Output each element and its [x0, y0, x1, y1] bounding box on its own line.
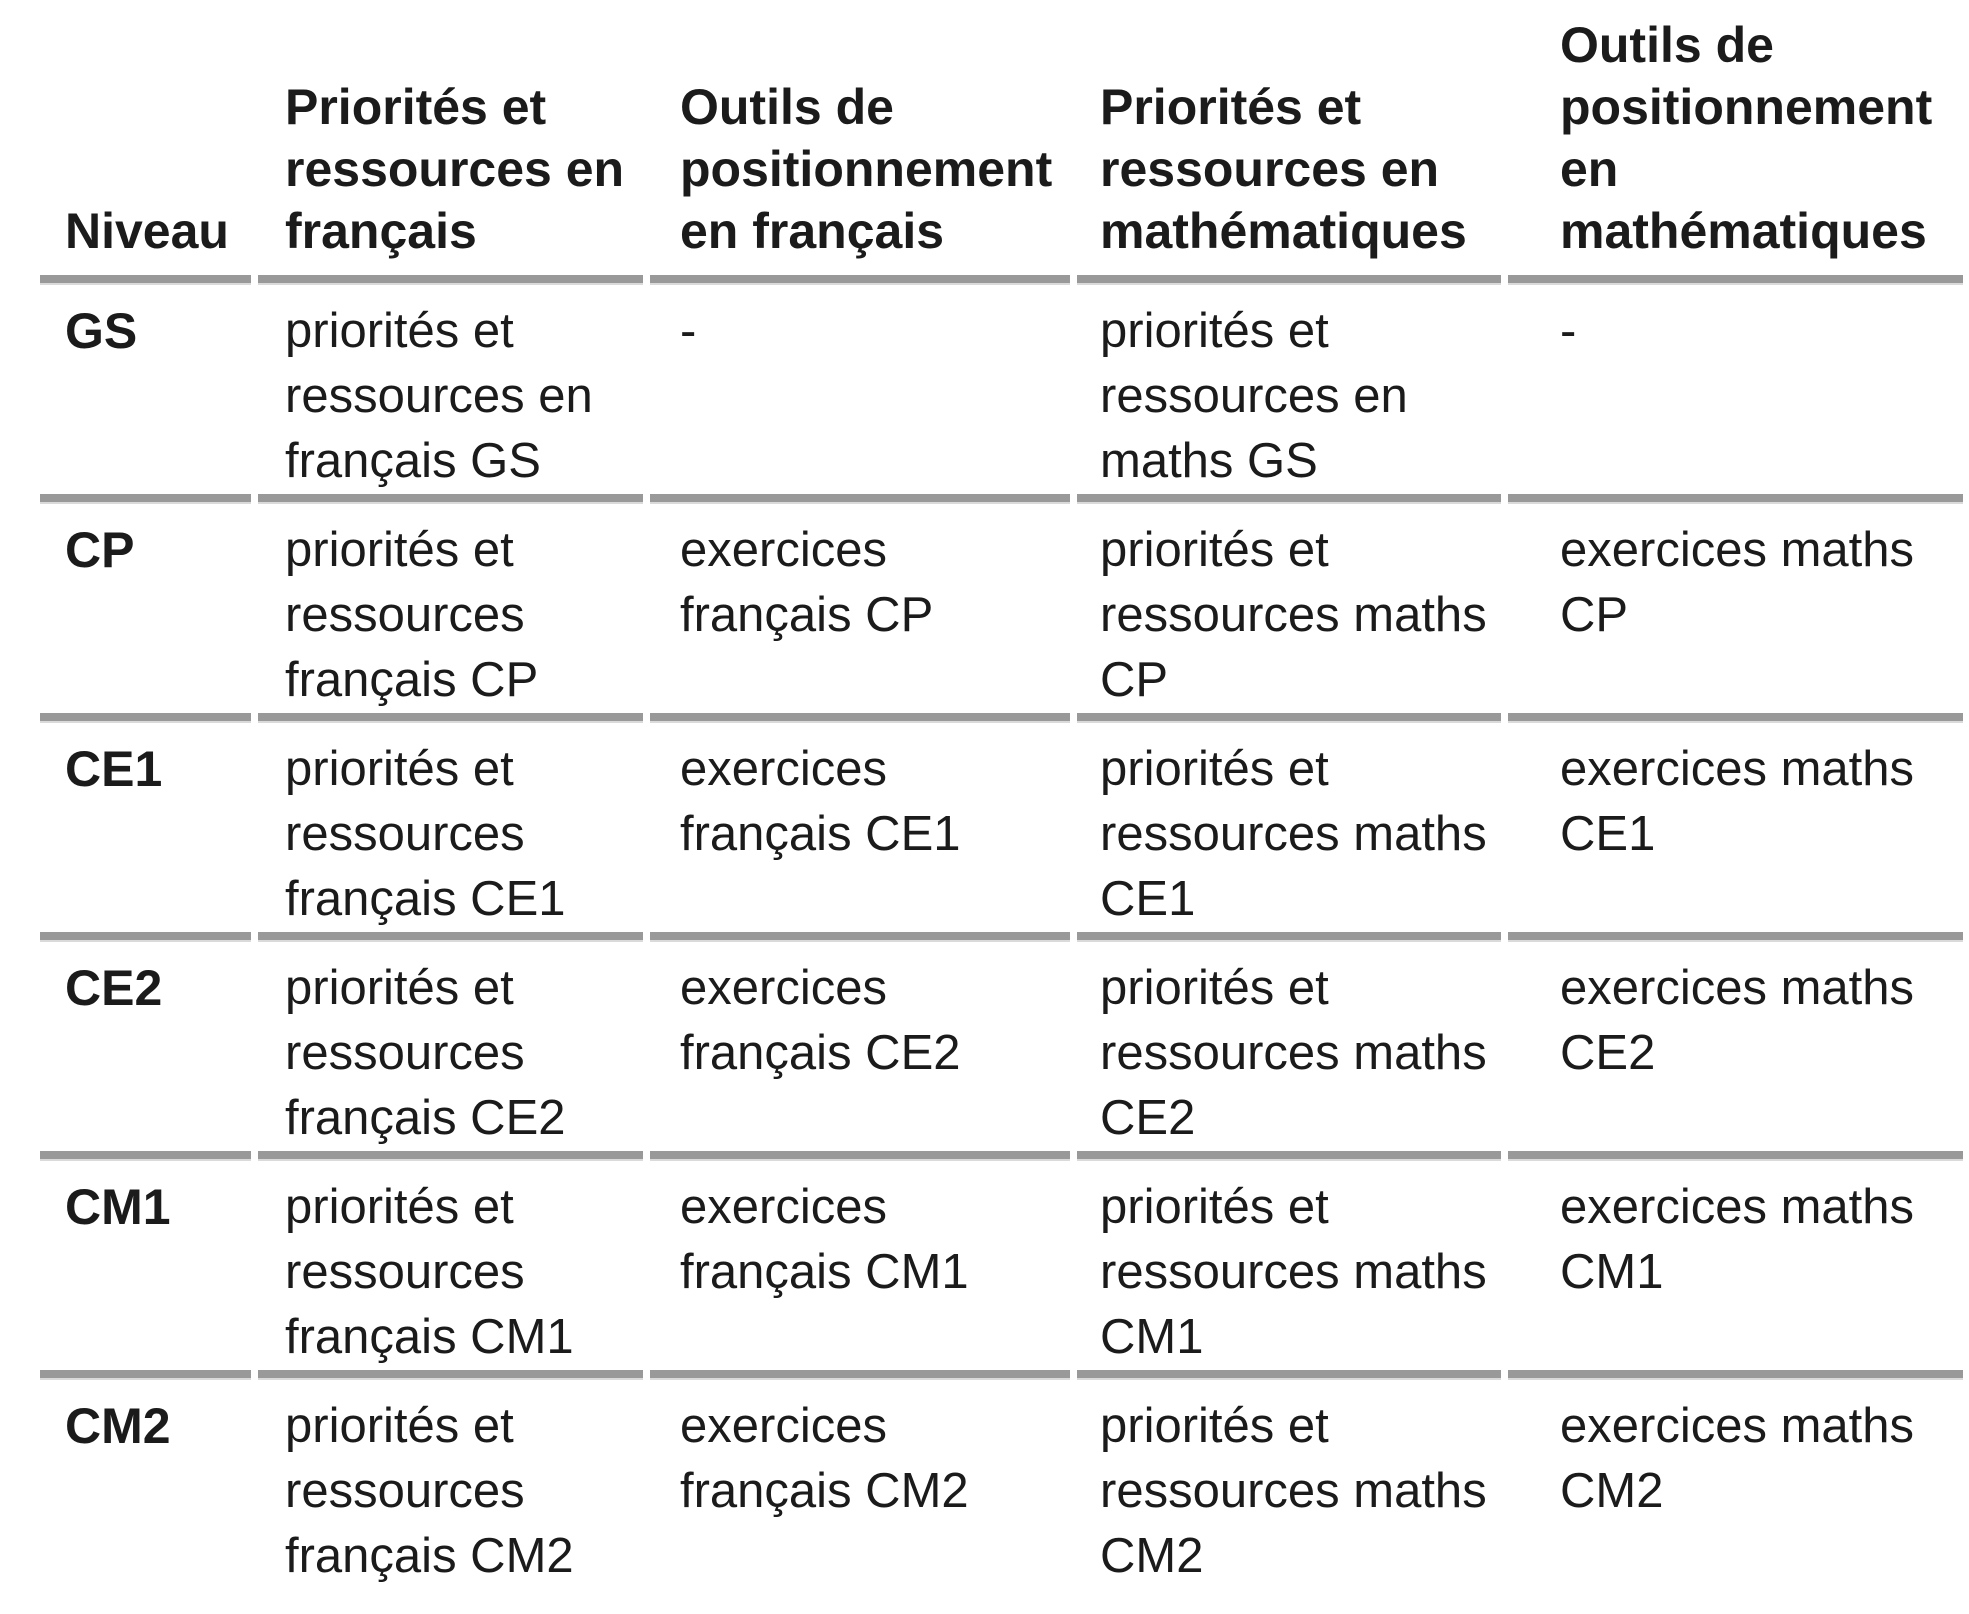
- cell-cp-outils-francais: exercices français CP: [650, 494, 1070, 713]
- row-label-ce1: CE1: [40, 713, 251, 932]
- table-row-ce2: [40, 932, 1963, 1151]
- cell-ce1-outils-maths: exercices maths CE1: [1508, 713, 1963, 932]
- column-header-niveau: Niveau: [65, 203, 229, 259]
- cell-cm2-outils-francais: exercices français CM2: [650, 1370, 1070, 1589]
- header-row: [40, 0, 1963, 275]
- row-label-cm1: CM1: [40, 1151, 251, 1370]
- cell-cm1-outils-maths: exercices maths CM1: [1508, 1151, 1963, 1370]
- cell-ce2-priorites-francais: priorités et ressources français CE2: [258, 932, 643, 1151]
- cell-ce1-outils-francais: exercices français CE1: [650, 713, 1070, 932]
- cell-ce2-priorites-maths: priorités et ressources maths CE2: [1077, 932, 1501, 1151]
- table-row-ce1: [40, 713, 1963, 932]
- cell-cm2-priorites-francais: priorités et ressources français CM2: [258, 1370, 643, 1589]
- cell-gs-outils-maths: -: [1508, 275, 1963, 494]
- cell-cp-priorites-maths: priorités et ressources maths CP: [1077, 494, 1501, 713]
- cell-cm2-priorites-maths: priorités et ressources maths CM2: [1077, 1370, 1501, 1589]
- cell-gs-priorites-maths: priorités et ressources en maths GS: [1077, 275, 1501, 494]
- cell-ce1-priorites-francais: priorités et ressources français CE1: [258, 713, 643, 932]
- cell-cp-outils-maths: exercices maths CP: [1508, 494, 1963, 713]
- cell-gs-priorites-francais: priorités et ressources en français GS: [258, 275, 643, 494]
- cell-cm2-outils-maths: exercices maths CM2: [1508, 1370, 1963, 1589]
- cell-cm1-priorites-francais: priorités et ressources français CM1: [258, 1151, 643, 1370]
- niveaux-resources-table: [33, 0, 1969, 1589]
- cell-cm1-outils-francais: exercices français CM1: [650, 1151, 1070, 1370]
- table-row-cm2: [40, 1370, 1963, 1589]
- row-label-gs: GS: [40, 275, 251, 494]
- cell-ce2-outils-maths: exercices maths CE2: [1508, 932, 1963, 1151]
- row-label-cm2: CM2: [40, 1370, 251, 1589]
- cell-gs-outils-francais: -: [650, 275, 1070, 494]
- column-header-outils-positionnement-francais: Outils de positionnement en français: [680, 79, 1053, 259]
- column-header-outils-positionnement-maths: Outils de positionnement en mathématiques: [1560, 17, 1933, 259]
- cell-ce2-outils-francais: exercices français CE2: [650, 932, 1070, 1151]
- cell-cp-priorites-francais: priorités et ressources français CP: [258, 494, 643, 713]
- table-row-cp: [40, 494, 1963, 713]
- cell-ce1-priorites-maths: priorités et ressources maths CE1: [1077, 713, 1501, 932]
- row-label-cp: CP: [40, 494, 251, 713]
- cell-cm1-priorites-maths: priorités et ressources maths CM1: [1077, 1151, 1501, 1370]
- table-row-gs: [40, 275, 1963, 494]
- column-header-priorites-ressources-francais: Priorités et ressources en français: [285, 79, 625, 259]
- row-label-ce2: CE2: [40, 932, 251, 1151]
- column-header-priorites-ressources-maths: Priorités et ressources en mathématiques: [1100, 79, 1467, 259]
- table-row-cm1: [40, 1151, 1963, 1370]
